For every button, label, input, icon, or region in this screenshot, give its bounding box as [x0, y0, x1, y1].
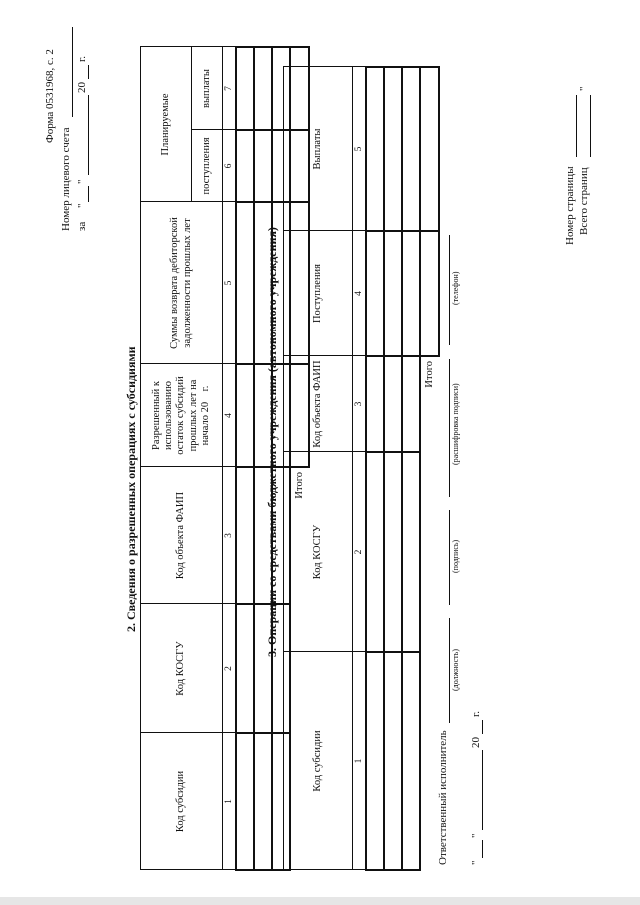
- table-row: [402, 67, 420, 870]
- s2-total-label: Итого: [293, 472, 305, 499]
- za-label: за: [76, 221, 88, 231]
- s3-colnum-5: 5: [353, 67, 367, 231]
- decoding-field[interactable]: [449, 359, 450, 497]
- position-field[interactable]: [449, 618, 450, 723]
- s3-cell[interactable]: [402, 356, 420, 452]
- s3-cell[interactable]: [384, 452, 402, 652]
- form-id: Форма 0531968, с. 2: [44, 49, 56, 143]
- s2-header-planned: Планируемые: [141, 47, 192, 202]
- s3-cell[interactable]: [366, 231, 384, 356]
- section3-table: [283, 66, 440, 871]
- s2-header-allowed-balance-text: Разрешенный к использованию остаток субсидий прошлых лет на начало 20: [151, 376, 211, 455]
- s3-header-subsidy-code: Код субсидии: [284, 652, 353, 870]
- year-field[interactable]: [88, 65, 89, 79]
- footer-quote-open: ": [470, 860, 482, 865]
- table-row: [384, 67, 402, 870]
- s3-cell[interactable]: [402, 452, 420, 652]
- s3-cell[interactable]: [402, 652, 420, 870]
- s2-header-faip: Код объекта ФАИП: [141, 467, 223, 604]
- s2-header-debt-return: Суммы возврата дебиторской задолженности прошлых лет: [141, 202, 223, 364]
- total-pages-label: Всего страниц: [578, 167, 590, 235]
- s2-header-payments: выплаты: [192, 47, 223, 130]
- executor-label: Ответственный исполнитель: [437, 730, 449, 865]
- s2-cell[interactable]: [236, 733, 254, 870]
- s3-cell[interactable]: [384, 231, 402, 356]
- footer-month-field[interactable]: [482, 750, 483, 830]
- s2-colnum-6: 6: [223, 130, 237, 202]
- s2-cell[interactable]: [236, 364, 254, 467]
- s2-header-subsidy-code: Код субсидии: [141, 733, 223, 870]
- position-caption: (должность): [451, 649, 460, 691]
- header-year-suffix: г.: [76, 55, 88, 62]
- s3-cell[interactable]: [366, 452, 384, 652]
- s3-colnum-1: 1: [353, 652, 367, 870]
- s2-header-allowed-balance: [141, 364, 223, 467]
- s3-cell[interactable]: [366, 67, 384, 231]
- header-century: 20: [76, 82, 88, 93]
- s3-header-kosgu: Код КОСГУ: [284, 452, 353, 652]
- s3-header-payments: Выплаты: [284, 67, 353, 231]
- date-quote-open: ": [76, 203, 88, 208]
- s2-header-receipts: поступления: [192, 130, 223, 202]
- decoding-caption: (расшифровка подписи): [451, 383, 460, 465]
- s2-cell[interactable]: [236, 604, 254, 733]
- s2-colnum-7: 7: [223, 47, 237, 130]
- s3-total-label: Итого: [423, 361, 435, 388]
- s2-colnum-5: 5: [223, 202, 237, 364]
- page-quote-mark: ": [578, 86, 590, 91]
- s3-colnum-2: 2: [353, 452, 367, 652]
- phone-field[interactable]: [449, 235, 450, 345]
- s2-colnum-2: 2: [223, 604, 237, 733]
- phone-caption: (телефон): [451, 271, 460, 305]
- s2-colnum-4: 4: [223, 364, 237, 467]
- s3-cell[interactable]: [402, 67, 420, 231]
- s2-header-year-suffix: г.: [199, 385, 211, 392]
- date-quote-close: ": [76, 179, 88, 184]
- footer-year-suffix: г.: [470, 710, 482, 717]
- s3-cell[interactable]: [366, 356, 384, 452]
- s3-total-cell[interactable]: [420, 231, 439, 356]
- signature-caption: (подпись): [451, 539, 460, 573]
- s2-cell[interactable]: [236, 202, 254, 364]
- s3-cell[interactable]: [402, 231, 420, 356]
- signature-field[interactable]: [449, 510, 450, 605]
- s2-colnum-1: 1: [223, 733, 237, 870]
- s2-cell[interactable]: [236, 130, 254, 202]
- footer-century: 20: [470, 737, 482, 748]
- month-field[interactable]: [88, 95, 89, 175]
- day-field[interactable]: [88, 186, 89, 202]
- s3-colnum-4: 4: [353, 231, 367, 356]
- total-pages-field[interactable]: [590, 95, 591, 157]
- section2-title: 2. Сведения о разрешенных операциях с субсидиями: [124, 346, 138, 632]
- footer-quote-close: ": [470, 833, 482, 838]
- s3-cell[interactable]: [366, 652, 384, 870]
- footer-day-field[interactable]: [482, 840, 483, 858]
- s3-colnum-3: 3: [353, 356, 367, 452]
- s2-cell[interactable]: [236, 47, 254, 130]
- s3-cell[interactable]: [384, 356, 402, 452]
- s2-cell[interactable]: [254, 130, 272, 202]
- s2-cell[interactable]: [236, 467, 254, 604]
- page-number-field[interactable]: [576, 95, 577, 157]
- s3-cell[interactable]: [384, 67, 402, 231]
- section3-title: 3. Операции со средствами бюджетного учреждения (автономного учреждения): [265, 227, 279, 657]
- account-label: Номер лицевого счета: [60, 127, 72, 231]
- s2-cell[interactable]: [254, 47, 272, 130]
- table-row: [236, 47, 254, 870]
- account-number-field[interactable]: [72, 27, 73, 117]
- s3-total-cell[interactable]: [420, 67, 439, 231]
- s3-cell[interactable]: [384, 652, 402, 870]
- s3-header-faip: Код объекта ФАИП: [284, 356, 353, 452]
- table-row: [366, 67, 384, 870]
- page-number-label: Номер страницы: [564, 166, 576, 245]
- s2-cell[interactable]: [254, 733, 272, 870]
- s2-colnum-3: 3: [223, 467, 237, 604]
- s2-header-kosgu: Код КОСГУ: [141, 604, 223, 733]
- footer-year-field[interactable]: [482, 720, 483, 734]
- s3-header-receipts: Поступления: [284, 231, 353, 356]
